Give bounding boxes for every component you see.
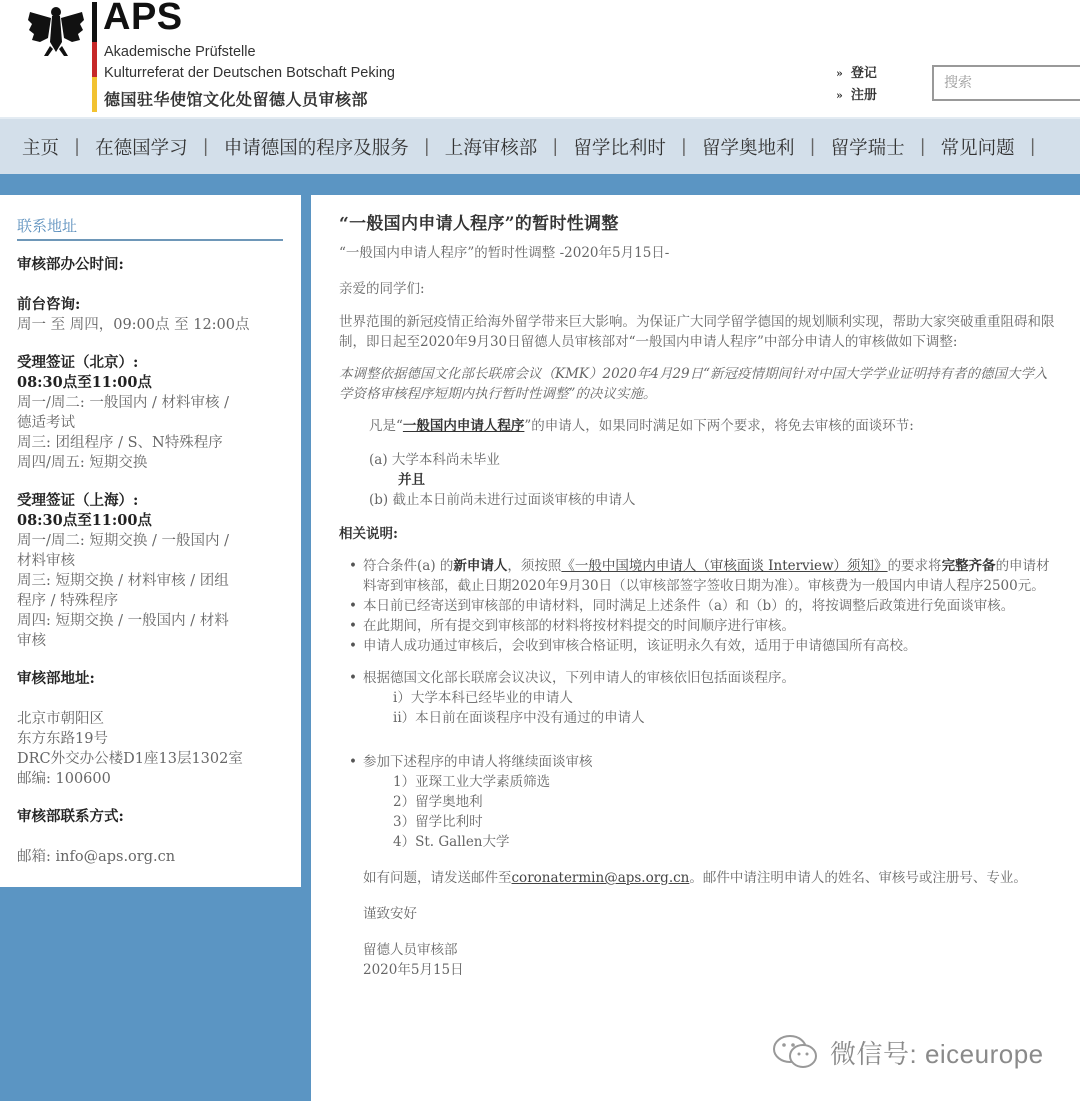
contact-email-row xyxy=(17,847,283,867)
shanghai-schedule-line: 周四: 短期交换 / 一般国内 / 材料 xyxy=(17,613,229,629)
beijing-schedule-line: 周三: 团组程序 / S、N特殊程序 xyxy=(17,435,223,451)
address-line: 北京市朝阳区 xyxy=(17,711,104,727)
nav-item-procedures-services[interactable]: 申请德国的程序及服务 xyxy=(223,137,409,159)
shanghai-schedule-line: 程序 / 特殊程序 xyxy=(17,593,119,609)
nav-item-faq[interactable]: 常见问题 xyxy=(940,137,1015,159)
nav-item-shanghai-office[interactable]: 上海审核部 xyxy=(444,137,538,159)
signature: 留德人员审核部 xyxy=(363,942,458,958)
note-item: • 本日前已经寄送到审核部的申请材料，同时满足上述条件（a）和（b）的，将按调整后政策进行免面谈审核。 xyxy=(339,596,1059,616)
address-line: 东方东路19号 xyxy=(17,731,108,747)
logo-subtitle-chinese: 德国驻华使馆文化处留德人员审核部 xyxy=(104,92,369,109)
corona-email-link[interactable]: coronatermin@aps.org.cn xyxy=(511,870,690,886)
article-subtitle: “一般国内申请人程序”的暂时性调整 -2020年5月15日- xyxy=(339,245,670,261)
shanghai-visa-time: 08:30点至11:00点 xyxy=(17,512,152,529)
email-label: 邮箱: xyxy=(17,849,56,865)
note-item: • 符合条件(a) 的新申请人，须按照《一般中国境内申请人（审核面谈 Interview）须知》的要求将完整齐备的申请材料寄到审核部，截止日期2020年9月30日（以审核部签字签收日期为准）。审核费为一般国内申请人程序2500元。 xyxy=(339,556,1059,596)
site-header xyxy=(0,0,1080,117)
double-chevron-right-icon: » xyxy=(836,89,843,102)
watermark-text: 微信号: eiceurope xyxy=(830,1038,1044,1069)
nav-separator: | xyxy=(809,136,816,157)
basis-paragraph: 本调整依据德国文化部长联席会议（KMK）2020年4月29日“新冠疫情期间针对中国大学学业证明持有者的德国大学入学资格审核程序短期内执行暂时性调整”的决议实施。 xyxy=(339,366,1048,402)
nav-item-study-switzerland[interactable]: 留学瑞士 xyxy=(830,137,905,159)
article-title: “一般国内申请人程序”的暂时性调整 xyxy=(339,214,619,234)
postal-code: 邮编: 100600 xyxy=(17,771,111,787)
greeting: 亲爱的同学们: xyxy=(339,281,425,297)
program-list xyxy=(339,752,1080,772)
shanghai-schedule-line: 周三: 短期交换 / 材料审核 / 团组 xyxy=(17,573,229,589)
contact-heading: 审核部联系方式: xyxy=(17,808,124,825)
note-item: • 申请人成功通过审核后，会收到审核合格证明，该证明永久有效，适用于申请德国所有高校。 xyxy=(339,636,1059,656)
intro-paragraph: 世界范围的新冠疫情正给海外留学带来巨大影响。为保证广大同学留学德国的规划顺利实现，帮助大家突破重重阻碍和限制，即日起至2020年9月30日留德人员审核部对“一般国内申请人程序”中部分申请人的审核做如下调整: xyxy=(339,314,1055,350)
shanghai-schedule-line: 周一/周二: 短期交换 / 一般国内 / xyxy=(17,533,229,549)
contact-paragraph: 如有问题，请发送邮件至coronatermin@aps.org.cn。邮件中请注明申请人的姓名、审核号或注册号、专业。 xyxy=(363,870,1027,886)
email-link[interactable]: info@aps.org.cn xyxy=(55,849,176,865)
user-links xyxy=(836,63,877,107)
note-item: • 在此期间，所有提交到审核部的材料将按材料提交的时间顺序进行审核。 xyxy=(339,616,1059,636)
interview-list xyxy=(339,668,1080,688)
program-sub-item: 3）留学比利时 xyxy=(393,814,483,830)
nav-separator: | xyxy=(202,136,209,157)
interview-sub-item: i）大学本科已经毕业的申请人 xyxy=(393,690,573,706)
shanghai-visa-heading: 受理签证（上海）: xyxy=(17,492,139,509)
nav-separator: | xyxy=(423,136,430,157)
shanghai-schedule-line: 审核 xyxy=(17,633,46,649)
nav-item-study-austria[interactable]: 留学奥地利 xyxy=(701,137,795,159)
search-input[interactable] xyxy=(932,65,1080,101)
nav-item-home[interactable]: 主页 xyxy=(22,137,60,159)
program-sub-item: 4）St. Gallen大学 xyxy=(393,834,510,850)
general-domestic-program-link[interactable]: 一般国内申请人程序 xyxy=(402,418,525,434)
address-heading: 审核部地址: xyxy=(17,670,95,687)
beijing-schedule-line: 周一/周二: 一般国内 / 材料审核 / xyxy=(17,395,229,411)
nav-separator: | xyxy=(74,136,81,157)
logo-subtitle-german-1: Akademische Prüfstelle xyxy=(104,44,256,60)
federal-eagle-icon xyxy=(26,2,86,60)
beijing-visa-heading: 受理签证（北京）: xyxy=(17,354,139,371)
register-link[interactable]: » 注册 xyxy=(836,88,877,103)
note-item: • 根据德国文化部长联席会议决议，下列申请人的审核依旧包括面谈程序。 xyxy=(339,668,1059,688)
front-desk-heading: 前台咨询: xyxy=(17,296,81,313)
program-sub-item: 2）留学奥地利 xyxy=(393,794,483,810)
nav-item-study-belgium[interactable]: 留学比利时 xyxy=(573,137,666,159)
nav-separator: | xyxy=(1029,136,1036,157)
signature-date: 2020年5月15日 xyxy=(363,962,464,978)
article-content xyxy=(311,195,1080,1101)
notes-list xyxy=(339,556,1080,656)
program-sub-item: 1）亚琛工业大学素质筛选 xyxy=(393,774,551,790)
german-flag-bar xyxy=(92,2,97,112)
condition-b: (b) 截止本日前尚未进行过面谈审核的申请人 xyxy=(369,492,636,508)
login-link[interactable]: » 登记 xyxy=(836,66,877,81)
logo-abbreviation[interactable]: APS xyxy=(103,0,183,38)
condition-a: (a) 大学本科尚未毕业 xyxy=(369,452,500,468)
address-line: DRC外交办公楼D1座13层1302室 xyxy=(17,751,243,767)
contact-sidebar xyxy=(0,195,301,887)
office-hours-heading: 审核部办公时间: xyxy=(17,256,124,273)
nav-separator: | xyxy=(919,136,926,157)
interview-sub-item: ii）本日前在面谈程序中没有通过的申请人 xyxy=(393,710,645,726)
nav-item-study-in-germany[interactable]: 在德国学习 xyxy=(95,137,188,159)
double-chevron-right-icon: » xyxy=(836,67,843,80)
notes-heading: 相关说明: xyxy=(339,526,398,542)
beijing-schedule-line: 德适考试 xyxy=(17,415,75,431)
logo-subtitle-german-2: Kulturreferat der Deutschen Botschaft Peking xyxy=(104,65,395,81)
beijing-schedule-line: 周四/周五: 短期交换 xyxy=(17,455,148,471)
closing: 谨致安好 xyxy=(363,906,417,922)
wechat-watermark xyxy=(770,1033,1044,1071)
wechat-icon xyxy=(770,1033,822,1071)
nav-separator: | xyxy=(552,136,559,157)
front-desk-hours: 周一 至 周四，09:00点 至 12:00点 xyxy=(17,317,250,333)
sidebar-title: 联系地址 xyxy=(17,215,283,241)
condition-and: 并且 xyxy=(398,472,425,488)
beijing-visa-time: 08:30点至11:00点 xyxy=(17,374,152,391)
main-nav xyxy=(0,117,1080,174)
criteria-paragraph: 凡是“一般国内申请人程序”的申请人，如果同时满足如下两个要求，将免去审核的面谈环节: xyxy=(369,418,914,434)
note-item: • 参加下述程序的申请人将继续面谈审核 xyxy=(339,752,1059,772)
shanghai-schedule-line: 材料审核 xyxy=(17,553,75,569)
interview-guide-link[interactable]: 《一般中国境内申请人（审核面谈 Interview）须知》 xyxy=(561,558,888,574)
nav-separator: | xyxy=(680,136,687,157)
